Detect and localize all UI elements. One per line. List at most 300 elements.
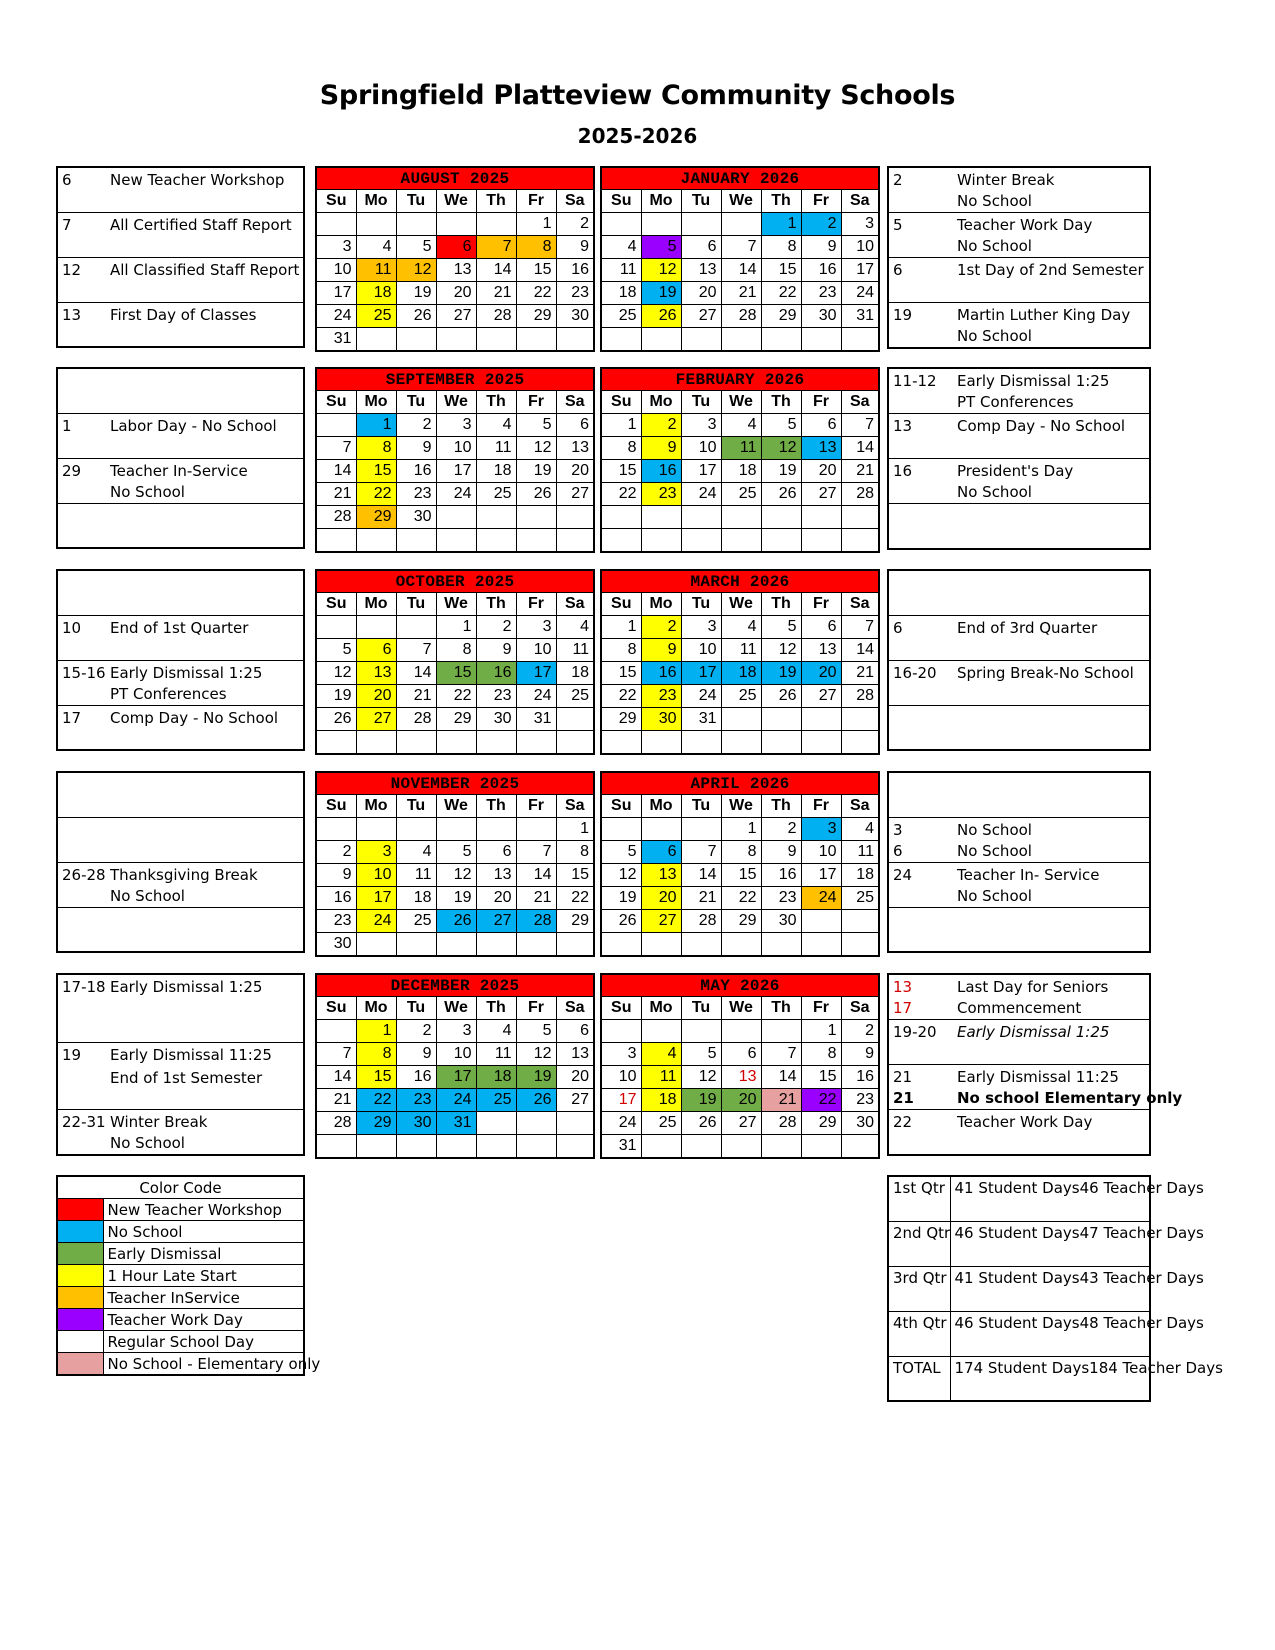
empty-day-cell <box>396 529 436 553</box>
weekday-header: We <box>436 997 476 1020</box>
weekday-header: Tu <box>681 391 721 414</box>
note-row <box>57 907 304 952</box>
empty-day-cell <box>641 529 681 553</box>
day-cell: 10 <box>801 841 841 864</box>
day-cell: 12 <box>516 1043 556 1066</box>
note-text: Martin Luther King Day <box>957 306 1131 324</box>
note-text: Spring Break-No School <box>957 663 1134 682</box>
note-date: 19-20 <box>893 1023 937 1041</box>
day-cell: 23 <box>396 1089 436 1112</box>
day-cell: 16 <box>761 864 801 887</box>
empty-day-cell <box>316 414 356 437</box>
day-cell: 11 <box>641 1066 681 1089</box>
day-cell: 19 <box>516 460 556 483</box>
note-text: Comp Day - No School <box>110 708 279 727</box>
note-text: No School <box>957 820 1032 839</box>
day-cell: 18 <box>721 662 761 685</box>
day-cell: 9 <box>316 864 356 887</box>
empty-day-cell <box>316 1135 356 1159</box>
day-cell: 21 <box>841 662 879 685</box>
legend-swatch <box>57 1265 103 1287</box>
weekday-header: Tu <box>681 795 721 818</box>
day-cell: 19 <box>316 685 356 708</box>
day-cell: 7 <box>316 437 356 460</box>
weekday-header: Th <box>761 190 801 213</box>
note-date: 17-18 <box>62 978 106 996</box>
weekday-header: Th <box>761 997 801 1020</box>
note-date: 12 <box>62 260 82 279</box>
weekday-header: Tu <box>681 593 721 616</box>
empty-day-cell <box>681 1020 721 1043</box>
day-cell: 6 <box>641 841 681 864</box>
empty-day-cell <box>841 910 879 933</box>
day-cell: 14 <box>841 437 879 460</box>
note-date: 17 <box>62 708 82 727</box>
weekday-header: Mo <box>356 593 396 616</box>
day-cell: 25 <box>721 483 761 506</box>
day-cell: 9 <box>641 639 681 662</box>
day-cell: 7 <box>841 414 879 437</box>
day-cell: 19 <box>601 887 641 910</box>
note-date: 21 <box>893 1089 914 1107</box>
day-cell: 18 <box>721 460 761 483</box>
day-cell: 5 <box>681 1043 721 1066</box>
weekday-header: Sa <box>841 190 879 213</box>
legend-swatch <box>57 1331 103 1353</box>
month-title: SEPTEMBER 2025 <box>316 368 594 391</box>
day-cell: 8 <box>356 437 396 460</box>
day-cell: 11 <box>476 437 516 460</box>
weekday-header: Th <box>476 997 516 1020</box>
day-cell: 16 <box>316 887 356 910</box>
day-cell: 21 <box>476 282 516 305</box>
empty-day-cell <box>516 328 556 352</box>
day-cell: 8 <box>761 236 801 259</box>
day-cell: 15 <box>601 460 641 483</box>
day-cell: 7 <box>516 841 556 864</box>
empty-day-cell <box>761 708 801 731</box>
day-cell: 27 <box>436 305 476 328</box>
day-cell: 23 <box>316 910 356 933</box>
day-cell: 7 <box>681 841 721 864</box>
note-date: 15-16 <box>62 663 106 682</box>
day-cell: 24 <box>841 282 879 305</box>
weekday-header: Tu <box>681 997 721 1020</box>
weekday-header: Sa <box>841 391 879 414</box>
empty-day-cell <box>436 1135 476 1159</box>
empty-day-cell <box>641 1020 681 1043</box>
quarter-label: 3rd Qtr <box>888 1266 950 1311</box>
day-cell: 1 <box>721 818 761 841</box>
day-cell: 17 <box>841 259 879 282</box>
day-cell: 10 <box>681 437 721 460</box>
note-text-line2: PT Conferences <box>957 393 1074 411</box>
legend-swatch <box>57 1309 103 1331</box>
weekday-header: Fr <box>516 997 556 1020</box>
day-cell: 27 <box>476 910 516 933</box>
day-cell: 6 <box>801 414 841 437</box>
day-cell: 6 <box>556 414 594 437</box>
day-cell: 15 <box>761 259 801 282</box>
weekday-header: Sa <box>556 593 594 616</box>
day-cell: 17 <box>801 864 841 887</box>
day-cell: 30 <box>396 506 436 529</box>
student-days: 174 Student Days <box>954 1358 1090 1377</box>
day-cell: 27 <box>801 483 841 506</box>
day-cell: 13 <box>801 437 841 460</box>
note-date: 13 <box>893 978 913 996</box>
empty-day-cell <box>841 529 879 553</box>
legend-label: Early Dismissal <box>103 1243 304 1265</box>
empty-day-cell <box>681 506 721 529</box>
day-cell: 13 <box>556 437 594 460</box>
day-cell: 26 <box>601 910 641 933</box>
day-cell: 3 <box>801 818 841 841</box>
empty-day-cell <box>476 731 516 755</box>
empty-day-cell <box>681 1135 721 1159</box>
note-text-line2: No School <box>957 483 1032 501</box>
day-cell: 24 <box>516 685 556 708</box>
day-cell: 28 <box>761 1112 801 1135</box>
day-cell: 6 <box>436 236 476 259</box>
month-title: AUGUST 2025 <box>316 167 594 190</box>
day-cell: 24 <box>436 1089 476 1112</box>
day-cell: 20 <box>801 662 841 685</box>
day-count-summary <box>887 1175 1223 1402</box>
day-cell: 12 <box>316 662 356 685</box>
empty-day-cell <box>601 328 641 352</box>
day-cell: 8 <box>601 639 641 662</box>
note-row <box>888 504 1150 549</box>
quarter-row <box>888 1176 1150 1221</box>
day-cell: 4 <box>476 1020 516 1043</box>
weekday-header: Mo <box>641 795 681 818</box>
day-cell: 30 <box>396 1112 436 1135</box>
day-cell: 5 <box>641 236 681 259</box>
day-cell: 9 <box>396 437 436 460</box>
day-cell: 18 <box>476 460 516 483</box>
empty-day-cell <box>641 731 681 755</box>
day-cell: 21 <box>841 460 879 483</box>
empty-day-cell <box>801 910 841 933</box>
day-cell: 25 <box>601 305 641 328</box>
weekday-header: Fr <box>801 593 841 616</box>
note-text: Early Dismissal 11:25 <box>957 1068 1119 1086</box>
note-date: 24 <box>893 865 913 884</box>
note-date: 26-28 <box>62 865 106 884</box>
day-cell: 4 <box>721 414 761 437</box>
note-row <box>57 302 304 347</box>
empty-day-cell <box>436 818 476 841</box>
note-text: Teacher Work Day <box>957 1113 1093 1131</box>
day-cell: 25 <box>476 1089 516 1112</box>
empty-day-cell <box>801 933 841 957</box>
empty-day-cell <box>721 731 761 755</box>
day-cell: 16 <box>476 662 516 685</box>
day-cell: 20 <box>556 1066 594 1089</box>
day-cell: 10 <box>601 1066 641 1089</box>
day-cell: 14 <box>681 864 721 887</box>
note-date: 6 <box>893 261 903 279</box>
day-cell: 5 <box>516 414 556 437</box>
day-cell: 14 <box>476 259 516 282</box>
student-days: 46 Student Days <box>954 1313 1080 1332</box>
note-row <box>57 1042 304 1109</box>
day-cell: 25 <box>721 685 761 708</box>
note-row <box>57 817 304 862</box>
day-cell: 3 <box>516 616 556 639</box>
school-year: 2025-2026 <box>577 124 698 148</box>
empty-day-cell <box>641 506 681 529</box>
empty-day-cell <box>721 328 761 352</box>
note-text: Teacher In-Service <box>110 461 248 480</box>
day-cell: 25 <box>641 1112 681 1135</box>
student-days: 41 Student Days <box>954 1268 1080 1287</box>
note-text: President's Day <box>957 462 1074 480</box>
note-text-line2: No School <box>957 327 1032 345</box>
day-cell: 11 <box>556 639 594 662</box>
empty-day-cell <box>516 731 556 755</box>
empty-day-cell <box>516 933 556 957</box>
day-cell: 6 <box>556 1020 594 1043</box>
day-cell: 9 <box>761 841 801 864</box>
note-row <box>57 615 304 660</box>
student-days: 46 Student Days <box>954 1223 1080 1242</box>
empty-day-cell <box>601 818 641 841</box>
weekday-header: We <box>721 795 761 818</box>
weekday-header: We <box>436 795 476 818</box>
weekday-header: Th <box>761 795 801 818</box>
day-cell: 25 <box>396 910 436 933</box>
notes-november <box>56 771 305 953</box>
weekday-header: Su <box>316 391 356 414</box>
empty-day-cell <box>556 1112 594 1135</box>
weekday-header: Sa <box>556 391 594 414</box>
empty-day-cell <box>476 933 516 957</box>
day-cell: 1 <box>356 414 396 437</box>
note-date: 22-31 <box>62 1112 106 1131</box>
note-row <box>57 413 304 458</box>
day-cell: 28 <box>396 708 436 731</box>
day-cell: 1 <box>601 414 641 437</box>
empty-day-cell <box>516 1135 556 1159</box>
day-cell: 26 <box>516 483 556 506</box>
day-cell: 13 <box>436 259 476 282</box>
empty-day-cell <box>761 529 801 553</box>
day-cell: 12 <box>516 437 556 460</box>
empty-day-cell <box>841 328 879 352</box>
legend-swatch <box>57 1243 103 1265</box>
note-row <box>57 570 304 615</box>
note-date: 6 <box>62 171 72 189</box>
note-text-line2: No School <box>110 482 185 501</box>
weekday-header: Sa <box>556 997 594 1020</box>
day-cell: 17 <box>316 282 356 305</box>
day-cell: 28 <box>721 305 761 328</box>
day-cell: 20 <box>436 282 476 305</box>
note-row <box>888 817 1150 862</box>
day-cell: 8 <box>516 236 556 259</box>
weekday-header: Th <box>476 391 516 414</box>
note-row <box>888 615 1150 660</box>
quarter-days <box>950 1176 1204 1221</box>
day-cell: 24 <box>681 685 721 708</box>
day-cell: 26 <box>761 483 801 506</box>
day-cell: 13 <box>476 864 516 887</box>
day-cell: 17 <box>436 1066 476 1089</box>
teacher-days: 184 Teacher Days <box>1089 1358 1223 1377</box>
empty-day-cell <box>556 708 594 731</box>
empty-day-cell <box>476 818 516 841</box>
empty-day-cell <box>841 731 879 755</box>
day-cell: 16 <box>396 1066 436 1089</box>
day-cell: 20 <box>641 887 681 910</box>
day-cell: 31 <box>316 328 356 352</box>
day-cell: 23 <box>641 685 681 708</box>
legend-swatch <box>57 1353 103 1376</box>
weekday-header: Su <box>601 190 641 213</box>
day-cell: 2 <box>556 213 594 236</box>
day-cell: 3 <box>436 1020 476 1043</box>
note-text-line2: End of 1st Semester <box>110 1068 263 1087</box>
month-title: FEBRUARY 2026 <box>601 368 879 391</box>
empty-day-cell <box>556 1135 594 1159</box>
note-text: Teacher Work Day <box>957 216 1093 234</box>
day-cell: 4 <box>721 616 761 639</box>
weekday-header: We <box>721 190 761 213</box>
empty-day-cell <box>356 213 396 236</box>
day-cell: 2 <box>396 414 436 437</box>
day-cell: 13 <box>641 864 681 887</box>
day-cell: 29 <box>356 506 396 529</box>
empty-day-cell <box>436 506 476 529</box>
day-cell: 28 <box>316 506 356 529</box>
empty-day-cell <box>316 213 356 236</box>
day-cell: 9 <box>476 639 516 662</box>
note-row <box>57 212 304 257</box>
note-text: Early Dismissal 1:25 <box>110 978 263 996</box>
day-cell: 18 <box>476 1066 516 1089</box>
weekday-header: Th <box>476 190 516 213</box>
day-cell: 5 <box>516 1020 556 1043</box>
day-cell: 10 <box>356 864 396 887</box>
empty-day-cell <box>476 328 516 352</box>
weekday-header: Su <box>316 997 356 1020</box>
empty-day-cell <box>761 933 801 957</box>
calendar-november-2025 <box>315 771 595 957</box>
day-cell: 22 <box>516 282 556 305</box>
day-cell: 1 <box>516 213 556 236</box>
empty-day-cell <box>641 1135 681 1159</box>
empty-day-cell <box>476 1112 516 1135</box>
note-row <box>888 1065 1183 1110</box>
day-cell: 26 <box>436 910 476 933</box>
note-date: 17 <box>893 999 913 1017</box>
weekday-header: Su <box>601 795 641 818</box>
day-cell: 25 <box>476 483 516 506</box>
day-cell: 10 <box>436 1043 476 1066</box>
day-cell: 2 <box>316 841 356 864</box>
empty-day-cell <box>476 1135 516 1159</box>
day-cell: 3 <box>681 414 721 437</box>
empty-day-cell <box>356 529 396 553</box>
weekday-header: Th <box>761 391 801 414</box>
day-cell: 28 <box>476 305 516 328</box>
quarter-days <box>950 1311 1204 1356</box>
page-title: Springfield Platteview Community Schools <box>319 80 956 111</box>
empty-day-cell <box>761 506 801 529</box>
empty-day-cell <box>841 933 879 957</box>
note-row <box>888 705 1150 750</box>
day-cell: 14 <box>396 662 436 685</box>
day-cell: 23 <box>556 282 594 305</box>
day-cell: 14 <box>761 1066 801 1089</box>
day-cell: 27 <box>556 1089 594 1112</box>
weekday-header: We <box>721 593 761 616</box>
day-cell: 21 <box>721 282 761 305</box>
empty-day-cell <box>801 708 841 731</box>
empty-day-cell <box>641 328 681 352</box>
day-cell: 22 <box>801 1089 841 1112</box>
empty-day-cell <box>841 1135 879 1159</box>
day-cell: 31 <box>436 1112 476 1135</box>
weekday-header: Su <box>316 593 356 616</box>
day-cell: 11 <box>721 639 761 662</box>
day-cell: 24 <box>356 910 396 933</box>
day-cell: 9 <box>641 437 681 460</box>
day-cell: 3 <box>356 841 396 864</box>
calendar-august-2025 <box>315 166 595 352</box>
day-cell: 11 <box>841 841 879 864</box>
empty-day-cell <box>316 1020 356 1043</box>
legend-label: 1 Hour Late Start <box>103 1265 304 1287</box>
teacher-days: 48 Teacher Days <box>1079 1313 1204 1332</box>
note-text-line2: Commencement <box>957 999 1082 1017</box>
day-cell: 11 <box>476 1043 516 1066</box>
day-cell: 4 <box>556 616 594 639</box>
day-cell: 21 <box>316 1089 356 1112</box>
note-row <box>888 570 1150 615</box>
day-cell: 15 <box>356 1066 396 1089</box>
day-cell: 27 <box>356 708 396 731</box>
day-cell: 19 <box>436 887 476 910</box>
day-cell: 6 <box>721 1043 761 1066</box>
day-cell: 3 <box>601 1043 641 1066</box>
day-cell: 16 <box>841 1066 879 1089</box>
weekday-header: Sa <box>556 190 594 213</box>
day-cell: 19 <box>761 662 801 685</box>
day-cell: 12 <box>601 864 641 887</box>
empty-day-cell <box>316 529 356 553</box>
weekday-header: Su <box>601 391 641 414</box>
day-cell: 7 <box>841 616 879 639</box>
day-cell: 20 <box>476 887 516 910</box>
empty-day-cell <box>396 731 436 755</box>
weekday-header: We <box>436 391 476 414</box>
day-cell: 4 <box>356 236 396 259</box>
month-title: NOVEMBER 2025 <box>316 772 594 795</box>
day-cell: 2 <box>641 414 681 437</box>
day-cell: 23 <box>396 483 436 506</box>
day-cell: 22 <box>601 483 641 506</box>
notes-february <box>887 367 1151 550</box>
weekday-header: Sa <box>556 795 594 818</box>
day-cell: 18 <box>556 662 594 685</box>
note-date: 19 <box>62 1045 82 1064</box>
note-row <box>888 258 1150 303</box>
note-text-line2: No School <box>110 886 185 905</box>
empty-day-cell <box>396 616 436 639</box>
